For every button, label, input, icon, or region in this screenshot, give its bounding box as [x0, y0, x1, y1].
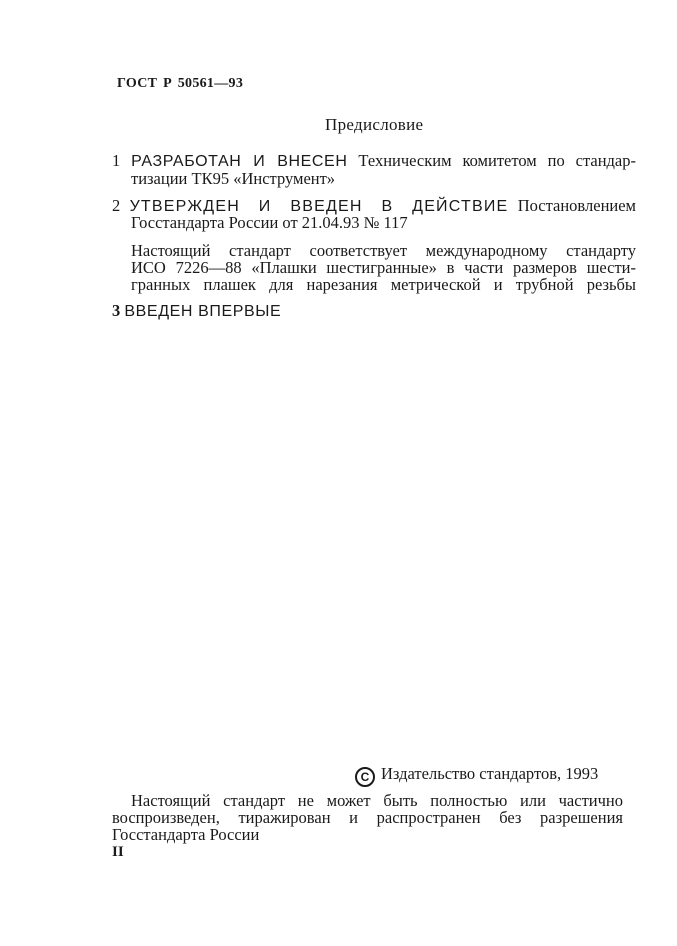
copyright-line: [355, 764, 598, 787]
section-2-heading: УТВЕРЖДЕН И ВВЕДЕН В ДЕЙСТВИЕ: [129, 198, 509, 215]
page-number: II: [112, 844, 124, 860]
section-2-paragraph-line-1: Настоящий стандарт соответствует международному стандарту: [131, 241, 636, 260]
notice-line-1: Настоящий стандарт не может быть полностью или частично: [131, 791, 623, 810]
section-3-heading: ВВЕДЕН ВПЕРВЫЕ: [124, 303, 282, 320]
document-code: ГОСТ Р 50561—93: [117, 76, 244, 91]
section-2-text: Постановлением: [517, 196, 636, 215]
copyright-icon: C: [355, 767, 375, 787]
section-2-line-2: Госстандарта России от 21.04.93 № 117: [131, 213, 408, 232]
section-1-heading: РАЗРАБОТАН И ВНЕСЕН: [131, 153, 348, 170]
section-2-paragraph-line-3: гранных плашек для нарезания метрической и трубной резьбы: [131, 275, 636, 294]
section-1-line-2: тизации ТК95 «Инструмент»: [131, 169, 336, 188]
notice-line-2: воспроизведен, тиражирован и распространен без разрешения: [112, 808, 623, 827]
section-2-paragraph-line-2: ИСО 7226—88 «Плашки шестигранные» в части размеров шести-: [131, 258, 636, 277]
section-1-text: Техническим комитетом по стандар-: [358, 151, 637, 170]
notice-line-3: Госстандарта России: [112, 825, 260, 844]
section-3-number: 3: [112, 301, 121, 320]
section-3-line: [112, 302, 281, 321]
page-title: Предисловие: [325, 115, 424, 134]
copyright-text: Издательство стандартов, 1993: [381, 764, 599, 783]
section-1-number: 1: [112, 151, 121, 170]
section-2-number: 2: [112, 196, 121, 215]
